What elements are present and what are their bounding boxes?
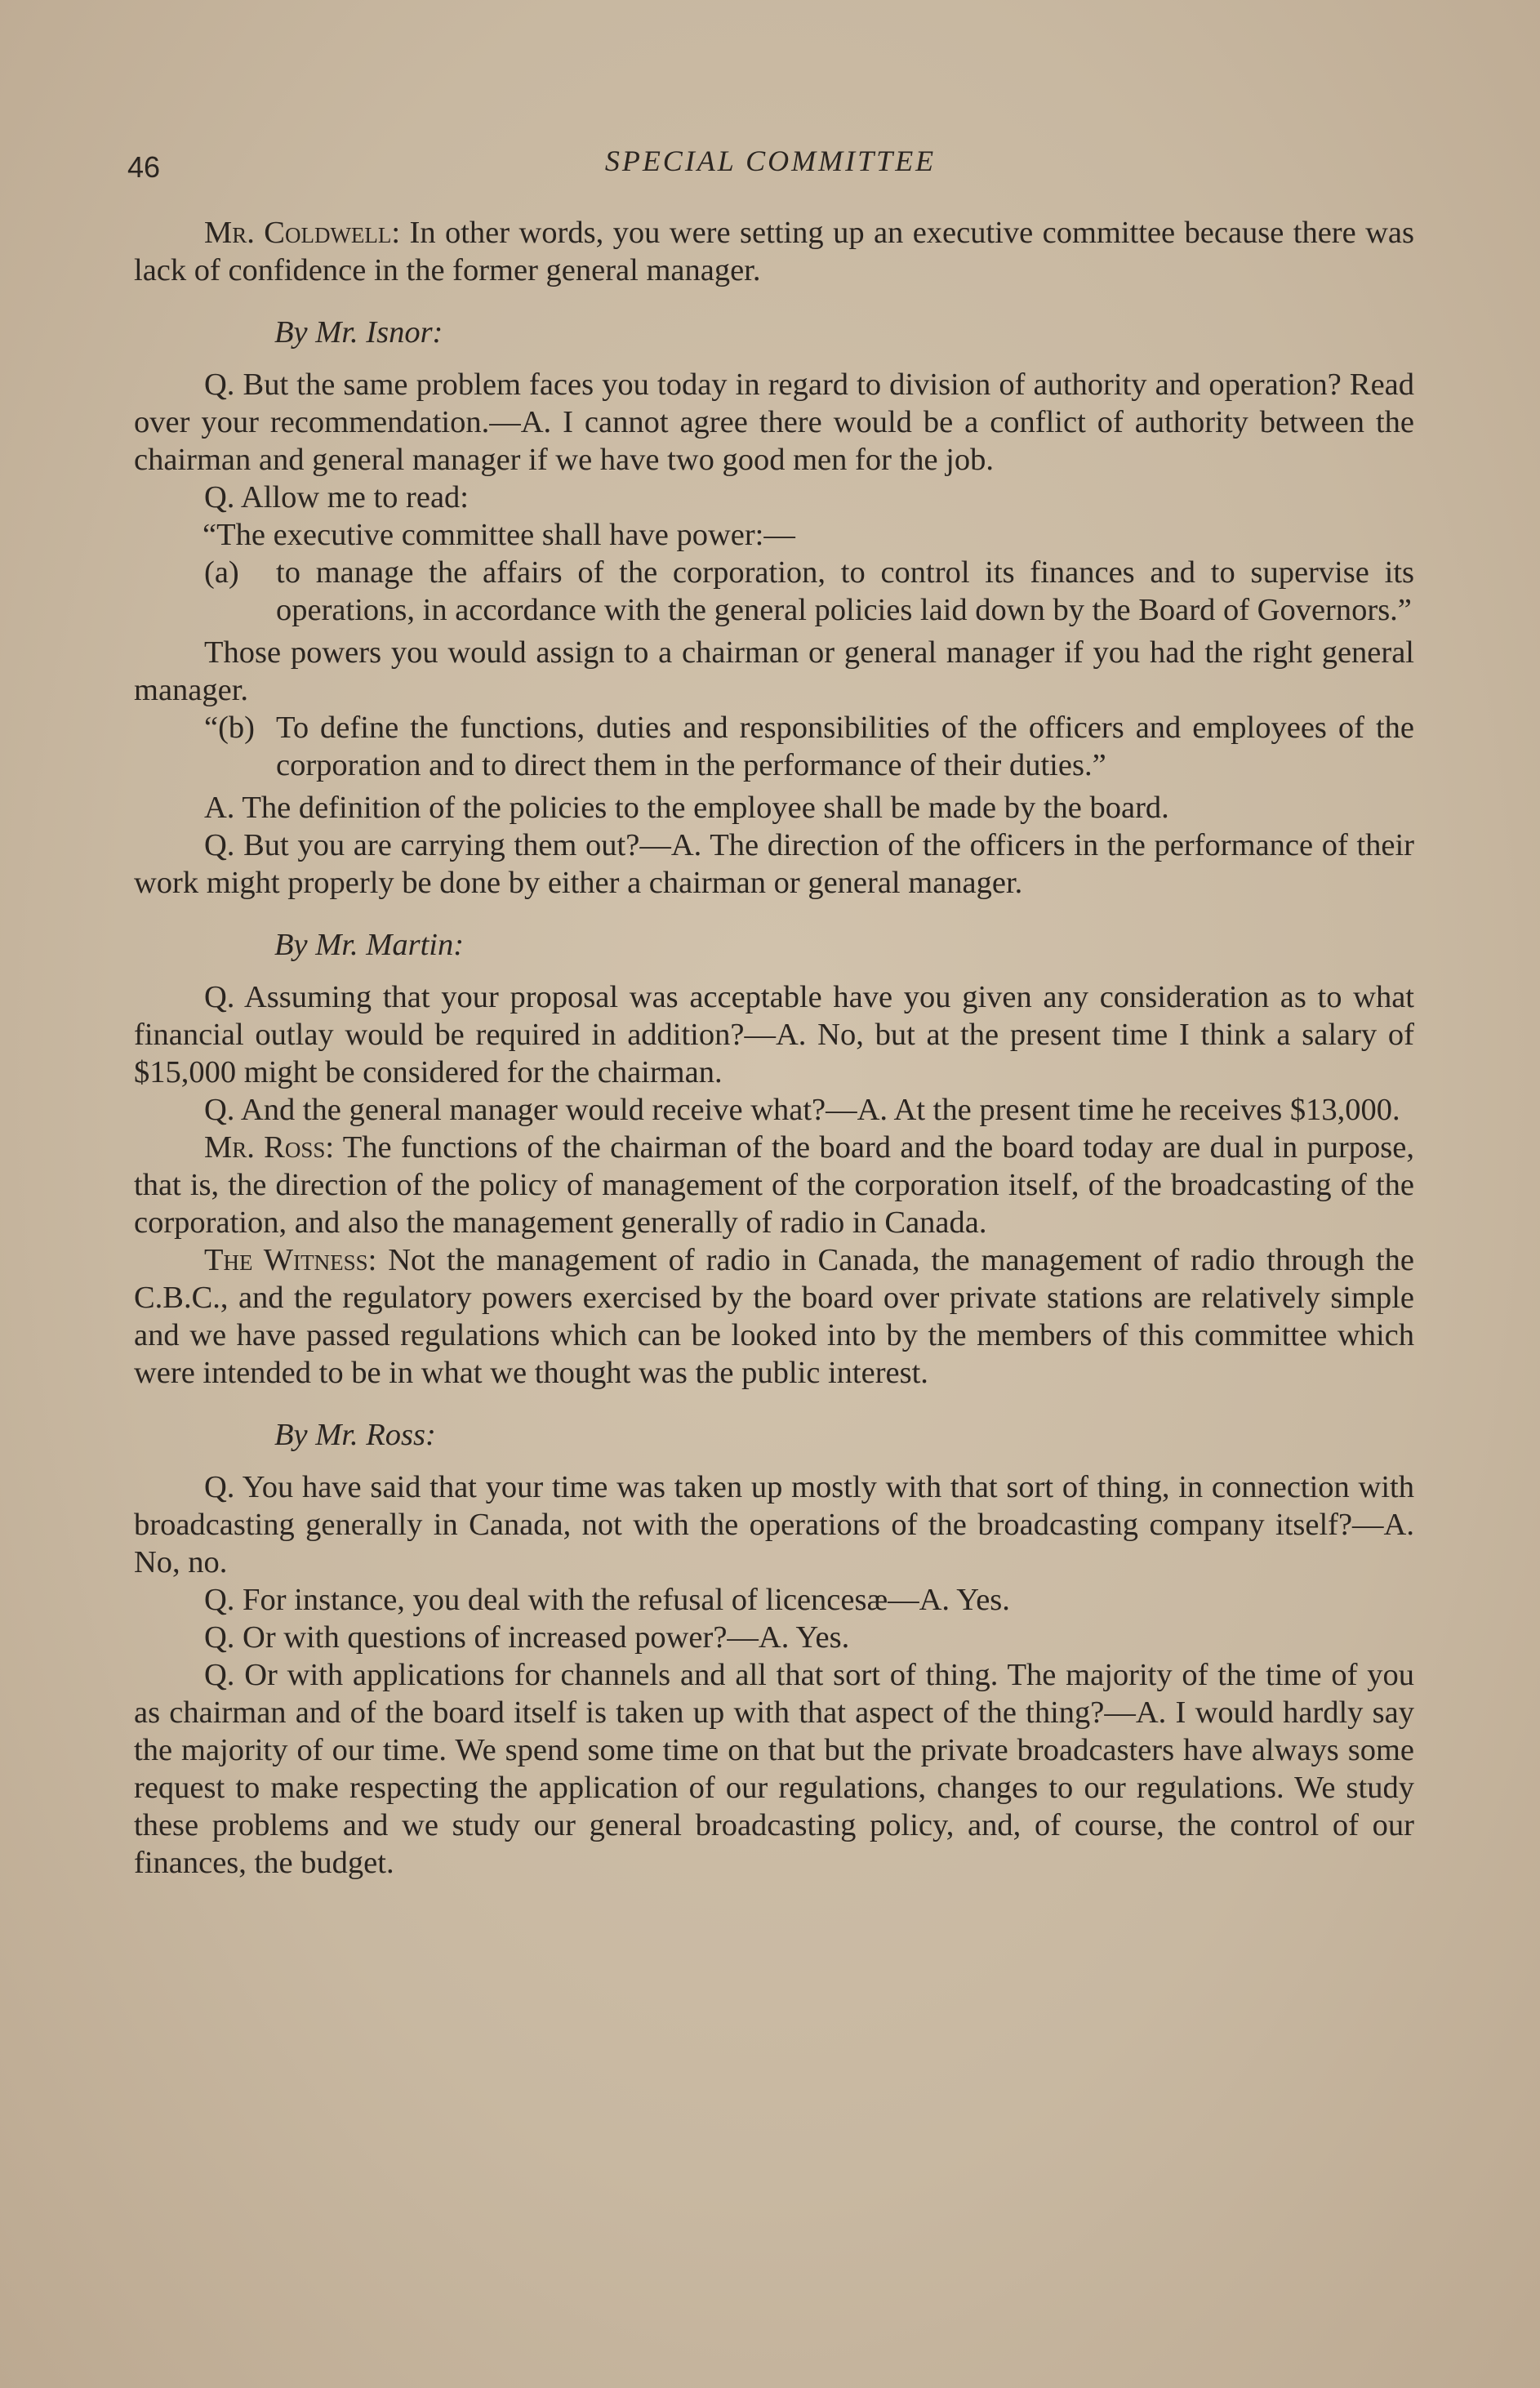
paragraph-coldwell <box>134 214 1414 289</box>
paragraph: A. The definition of the policies to the employee shall be made by the board. <box>204 791 1169 825</box>
section-heading-isnor: By Mr. Isnor: <box>274 315 443 350</box>
page-header <box>127 144 1413 193</box>
paragraph-text: : The functions of the chairman of the board and the board today are dual in purpose, that is, the direction of the policy of management of the corporation itself, of the broadcasting of the corporation, and also the management generally of radio in Canada. <box>134 1130 1414 1240</box>
paragraph-text: : Not the management of radio in Canada, the management of radio through the C.B.C., and the regulatory powers exercised by the board over private stations are relatively simple and we have passed regulations which can be looked into by the members of this committee which were intended to be in what we thought was the public interest. <box>134 1243 1414 1390</box>
paragraph: Q. But you are carrying them out?—A. The direction of the officers in the performance of their work might properly be done by either a chairman or general manager. <box>134 828 1414 900</box>
paragraph: Q. For instance, you deal with the refusal of licencesæ—A. Yes. <box>204 1583 1010 1617</box>
section-heading-ross: By Mr. Ross: <box>274 1418 436 1452</box>
paragraph-witness <box>134 1241 1414 1392</box>
paragraph: Q. Allow me to read: <box>204 480 469 515</box>
item-text: To define the functions, duties and responsibilities of the officers and employees of the corporation and to direct them in the performance of their duties.” <box>276 711 1414 782</box>
item-text: to manage the affairs of the corporation, to control its finances and to supervise its operations, in accordance with the general policies laid down by the Board of Governors.” <box>276 555 1414 627</box>
quoted-item-b <box>204 709 1414 784</box>
paragraph: Q. Or with questions of increased power?—A. Yes. <box>204 1620 850 1655</box>
paragraph-text: : In other words, you were setting up an executive committee because there was lack of confidence in the former general manager. <box>134 216 1414 287</box>
item-label: “(b) <box>204 711 255 745</box>
speaker-name: Mr. Coldwell <box>204 216 392 250</box>
item-label: (a) <box>204 555 239 590</box>
paragraph: Q. But the same problem faces you today in regard to division of authority and operation? Read over your recommendation.—A. I cannot agree there would be a conflict of authority between the chairman and general manager if we have two good men for the job. <box>134 368 1414 477</box>
paragraph: Q. Or with applications for channels and all that sort of thing. The majority of the time of you as chairman and of the board itself is taken up with that aspect of the thing?—A. I would hardly say the majority of our time. We spend some time on that but the private broadcasters have always some request to make respecting the application of our regulations, changes to our regulations. We study these problems and we study our general broadcasting policy, and, of course, the control of our finances, the budget. <box>134 1658 1414 1880</box>
running-head: SPECIAL COMMITTEE <box>604 145 937 177</box>
quoted-item-a <box>204 554 1414 629</box>
paragraph: Q. You have said that your time was taken up mostly with that sort of thing, in connection with broadcasting generally in Canada, not with the operations of the broadcasting company itself?—A. No, no. <box>134 1470 1414 1579</box>
page-number: 46 <box>127 150 161 184</box>
speaker-name: The Witness <box>204 1243 368 1277</box>
paragraph: Those powers you would assign to a chairman or general manager if you had the right general manager. <box>134 635 1414 707</box>
paragraph: Q. And the general manager would receive what?—A. At the present time he receives $13,000. <box>204 1093 1400 1127</box>
quote-intro: “The executive committee shall have power:— <box>203 518 795 552</box>
section-heading-martin: By Mr. Martin: <box>274 928 465 962</box>
document-body <box>134 214 1414 1882</box>
speaker-name: Mr. Ross <box>204 1130 326 1165</box>
paragraph-ross <box>134 1129 1414 1241</box>
paragraph: Q. Assuming that your proposal was acceptable have you given any consideration as to what financial outlay would be required in addition?—A. No, but at the present time I think a salary of $15,000 might be considered for the chairman. <box>134 980 1414 1089</box>
